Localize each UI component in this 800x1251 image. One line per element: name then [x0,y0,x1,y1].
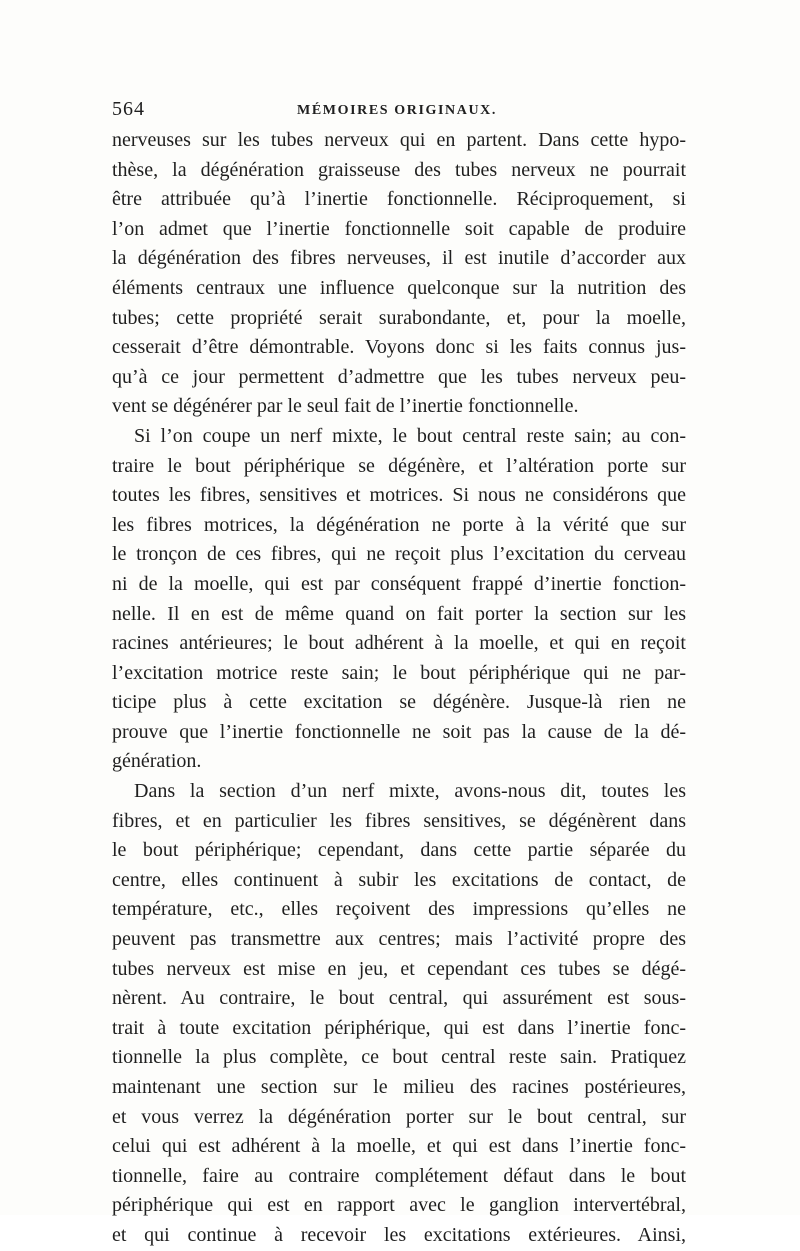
text-line: qu’à ce jour permettent d’admettre que les tubes nerveux peu- [112,365,686,388]
text-line: nerveuses sur les tubes nerveux qui en partent. Dans cette hypo- [112,129,686,151]
text-line: l’excitation motrice reste sain; le bout périphérique qui ne par- [112,661,686,684]
text-line: thèse, la dégénération graisseuse des tubes nerveux ne pourrait [112,158,686,181]
text-line: le bout périphérique; cependant, dans cette partie séparée du [112,839,686,862]
running-head [112,98,682,122]
text-line: tubes nerveux est mise en jeu, et cependant ces tubes se dégé- [112,957,686,980]
text-line: la dégénération des fibres nerveuses, il est inutile d’accorder aux [112,247,686,270]
text-line: nelle. Il en est de même quand on fait porter la section sur les [112,602,686,625]
text-line: trait à toute excitation périphérique, qui est dans l’inertie fonc- [112,1016,686,1039]
body-text [112,126,686,1251]
text-line: toutes les fibres, sensitives et motrices. Si nous ne considérons que [112,484,686,507]
text-line: Dans la section d’un nerf mixte, avons-nous dit, toutes les [134,780,686,803]
text-line: éléments centraux une influence quelconque sur la nutrition des [112,276,686,299]
text-line: ni de la moelle, qui est par conséquent frappé d’inertie fonction- [112,572,686,595]
text-line: vent se dégénérer par le seul fait de l’inertie fonctionnelle. [112,395,579,418]
text-line: tionnelle la plus complète, ce bout central reste sain. Pratiquez [112,1046,686,1069]
text-line: tionnelle, faire au contraire complétement défaut dans le bout [112,1164,686,1187]
text-line: et vous verrez la dégénération porter sur le bout central, sur [112,1105,686,1128]
text-line: Si l’on coupe un nerf mixte, le bout central reste sain; au con- [134,424,686,447]
text-line: fibres, et en particulier les fibres sensitives, se dégénèrent dans [112,809,686,832]
text-line: température, etc., elles reçoivent des impressions qu’elles ne [112,898,686,921]
text-line: le tronçon de ces fibres, qui ne reçoit plus l’excitation du cerveau [112,543,686,566]
text-line: périphérique qui est en rapport avec le ganglion intervertébral, [112,1194,686,1217]
text-line: traire le bout périphérique se dégénère, et l’altération porte sur [112,454,686,477]
text-line: cesserait d’être démontrable. Voyons donc si les faits connus jus- [112,336,686,359]
text-line: celui qui est adhérent à la moelle, et qui est dans l’inertie fonc- [112,1135,686,1158]
text-line: peuvent pas transmettre aux centres; mais l’activité propre des [112,928,686,951]
text-line: et qui continue à recevoir les excitations extérieures. Ainsi, [112,1223,686,1246]
page-number: 564 [112,98,145,120]
text-line: prouve que l’inertie fonctionnelle ne soit pas la cause de la dé- [112,720,686,743]
text-line: les fibres motrices, la dégénération ne porte à la vérité que sur [112,513,686,536]
text-line: racines antérieures; le bout adhérent à la moelle, et qui en reçoit [112,632,686,655]
text-line: ticipe plus à cette excitation se dégénère. Jusque-là rien ne [112,691,686,714]
text-line: génération. [112,750,202,773]
text-line: nèrent. Au contraire, le bout central, qui assurément est sous- [112,987,686,1010]
text-line: l’on admet que l’inertie fonctionnelle soit capable de produire [112,217,686,240]
text-line: maintenant une section sur le milieu des racines postérieures, [112,1076,686,1098]
text-line: tubes; cette propriété serait surabondante, et, pour la moelle, [112,306,686,329]
text-line: centre, elles continuent à subir les excitations de contact, de [112,868,686,891]
text-line: être attribuée qu’à l’inertie fonctionnelle. Réciproquement, si [112,188,686,211]
running-title: MÉMOIRES ORIGINAUX. [297,103,497,118]
